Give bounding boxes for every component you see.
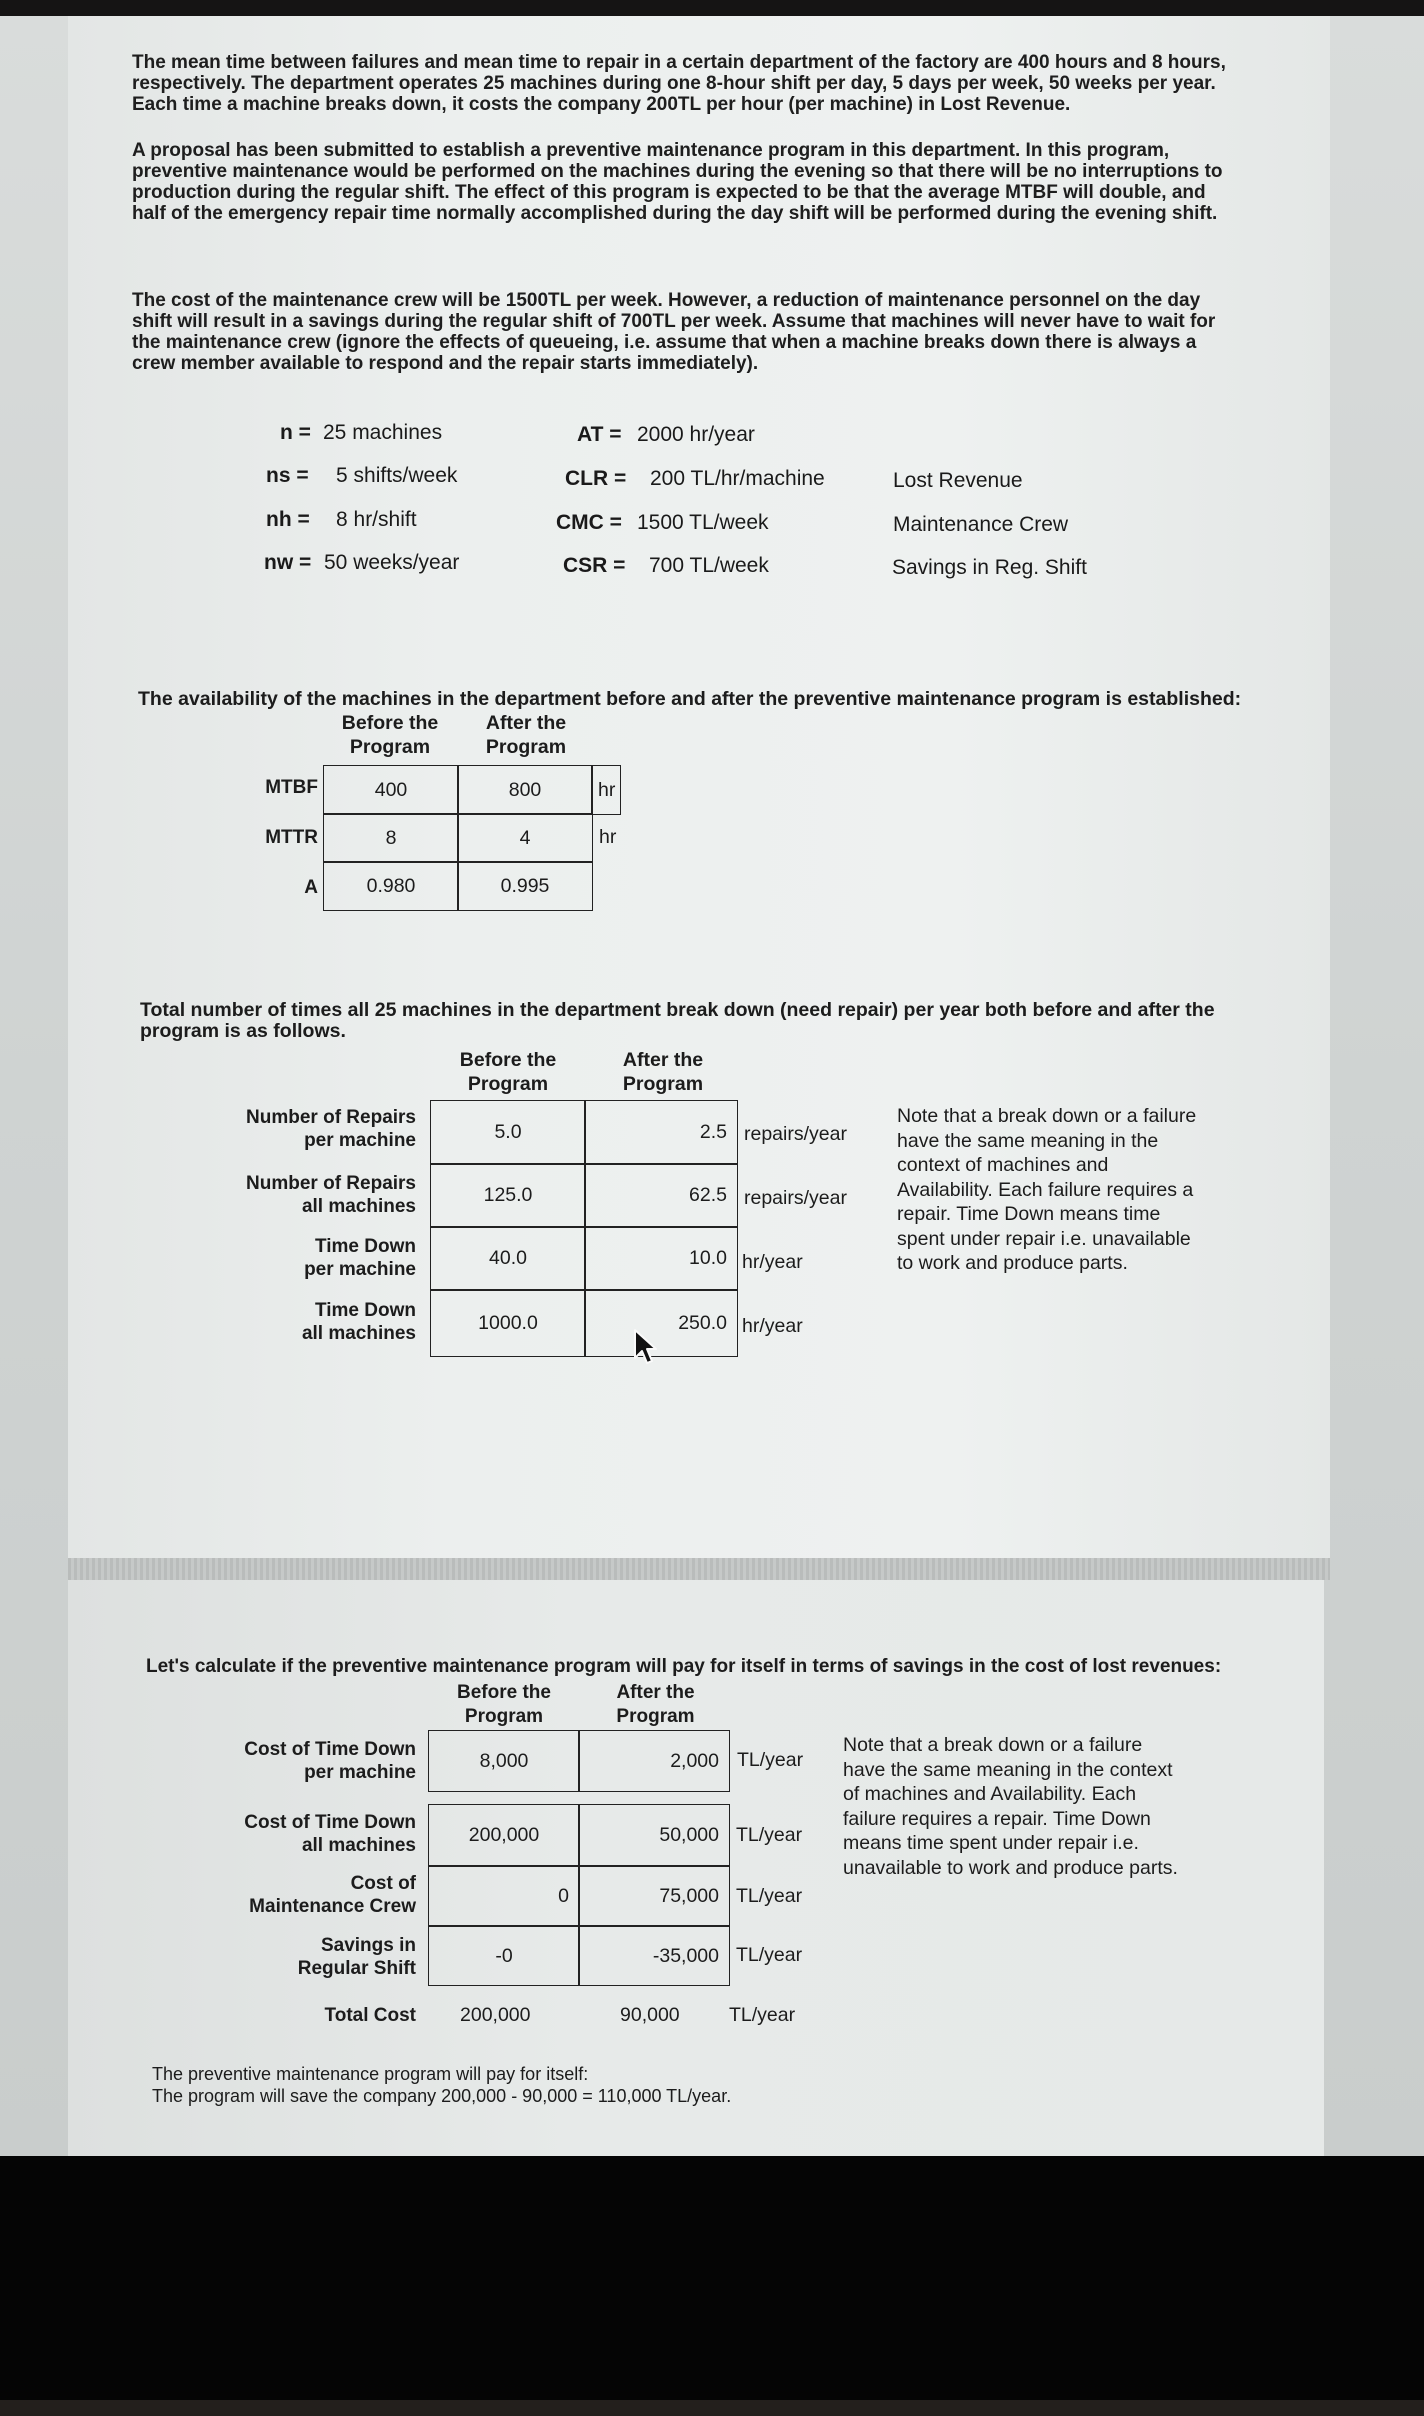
mouse-cursor-icon [633,1328,659,1366]
header-line: Before the [459,1049,557,1071]
row-label-line: Maintenance Crew [249,1896,416,1917]
given-label: CLR = [565,467,627,490]
repairs-row-label [200,1106,416,1152]
header-line: Before the [457,1682,551,1703]
header-line: Program [622,1073,704,1095]
repairs-intro: Total number of times all 25 machines in the department break down (need repair) per year both before and after the program is as follows. [140,999,1215,1042]
costs-row-label [200,1872,416,1918]
availability-row-label: MTBF [265,777,318,798]
problem-paragraph-2: A proposal has been submitted to establish a preventive maintenance program in this department. In this program, preventive maintenance would be performed on the machines during the evening so that there will be no interruptions to production during the regular shift. The effect of this program is expected to be that the average MTBF will double, and half of the emergency repair time normally accomplished during the day shift will be performed during the evening shift. [132,140,1223,224]
availability-row-label: MTTR [265,827,318,848]
given-value: 50 weeks/year [324,551,460,574]
header-line: Program [349,736,431,758]
header-line: Program [485,736,567,758]
row-label-line: Time Down [315,1236,416,1257]
row-label-line: all machines [301,1323,416,1344]
row-label-line: Cost of Time Down [244,1739,416,1760]
availability-cell: 4 [457,813,593,863]
top-bezel [0,0,1424,16]
header-line: After the [622,1049,704,1071]
row-label-line: per machine [304,1762,416,1783]
given-label: ns = [266,464,309,487]
given-label: nw = [264,551,312,574]
repairs-cell: 10.0 [584,1226,738,1291]
costs-cell: 50,000 [578,1804,730,1866]
repairs-row-label [200,1299,416,1345]
given-label: CSR = [563,554,626,577]
header-line: Program [616,1706,695,1727]
given-label: n = [280,421,311,444]
given-value: 8 hr/shift [336,508,417,531]
repairs-unit: repairs/year [744,1187,847,1209]
total-cost-unit: TL/year [729,2004,796,2026]
row-label-line: per machine [304,1259,416,1280]
conclusion-line-1: The preventive maintenance program will pay for itself: [152,2064,589,2084]
given-note: Savings in Reg. Shift [892,556,1087,579]
repairs-cell: 62.5 [584,1163,738,1228]
costs-cell: -35,000 [578,1926,730,1986]
availability-unit-cell: hr [591,765,621,815]
costs-unit: TL/year [736,1944,803,1966]
total-cost-after: 90,000 [620,2004,680,2026]
availability-unit: hr [599,826,617,848]
given-label: AT = [577,423,622,446]
costs-cell: 8,000 [428,1730,580,1792]
given-value: 700 TL/week [649,554,769,577]
given-note: Maintenance Crew [893,513,1069,536]
total-cost-before: 200,000 [460,2004,531,2026]
row-label-line: Savings in [320,1935,416,1956]
problem-paragraph-3: The cost of the maintenance crew will be 1500TL per week. However, a reduction of maintenance personnel on the day shift will result in a savings during the regular shift of 700TL per week. Assume that machines will never have to wait for the maintenance crew (ignore the effects of queueing, i.e. assume that when a machine breaks down there is always a crew member available to respond and the repair starts immediately). [132,290,1216,374]
costs-unit: TL/year [737,1749,804,1771]
repairs-cell: 2.5 [584,1100,738,1165]
availability-cell: 800 [457,765,593,815]
conclusion-line-2: The program will save the company 200,000 - 90,000 = 110,000 TL/year. [152,2086,732,2106]
repairs-cell: 5.0 [430,1100,586,1165]
header-line: Program [467,1073,549,1095]
repairs-unit: hr/year [742,1315,803,1337]
availability-cell: 400 [323,765,459,815]
costs-cell: 0 [428,1866,580,1926]
problem-paragraph-1: The mean time between failures and mean time to repair in a certain department of the factory are 400 hours and 8 hours, respectively. The department operates 25 machines during one 8-hour shift per day, 5 days per week, 50 weeks per year. Each time a machine breaks down, it costs the company 200TL per hour (per machine) in Lost Revenue. [132,52,1226,115]
given-value: 5 shifts/week [336,464,458,487]
given-note: Lost Revenue [893,469,1023,492]
bottom-strip [0,2400,1424,2416]
row-label-line: Cost of [350,1873,416,1894]
repairs-header-before [430,1048,586,1096]
repairs-cell: 250.0 [584,1289,738,1357]
row-label-line: per machine [304,1130,416,1151]
header-line: Before the [341,712,439,734]
costs-header-before [428,1681,580,1729]
costs-cell: 2,000 [578,1730,730,1792]
given-value: 200 TL/hr/machine [650,467,825,490]
availability-row-label: A [304,877,318,898]
costs-cell: 75,000 [578,1866,730,1926]
repairs-cell: 125.0 [430,1163,586,1228]
bottom-bezel [0,2156,1424,2416]
page-separator [68,1558,1330,1580]
header-line: After the [616,1682,695,1703]
availability-cell: 0.995 [457,861,593,911]
given-value: 1500 TL/week [637,511,769,534]
row-label-line: all machines [301,1835,416,1856]
header-line: After the [485,712,567,734]
row-label-line: Cost of Time Down [244,1812,416,1833]
given-label: nh = [266,508,310,531]
repairs-cell: 40.0 [430,1226,586,1291]
row-label-line: Regular Shift [297,1958,416,1979]
availability-header-after [458,711,594,759]
repairs-row-label [200,1172,416,1218]
costs-header-after [578,1681,733,1729]
repairs-unit: hr/year [742,1251,803,1273]
availability-cell: 0.980 [323,861,459,911]
repairs-unit: repairs/year [744,1123,847,1145]
costs-row-label [200,1934,416,1980]
repairs-note: Note that a break down or a failure have the same meaning in the context of machines and Availability. Each failure requires a repair. Time Down means time spent under repair i.e. unavailable to work and produce parts. [897,1105,1197,1274]
row-label-line: Number of Repairs [246,1173,416,1194]
given-value: 25 machines [323,421,443,444]
row-label-line: Time Down [315,1300,416,1321]
costs-row-label [200,1811,416,1857]
availability-header-before [320,711,460,759]
given-value: 2000 hr/year [637,423,755,446]
availability-cell: 8 [323,813,459,863]
row-label-line: Number of Repairs [246,1107,416,1128]
availability-intro: The availability of the machines in the department before and after the preventive maintenance program is established: [138,688,1242,710]
costs-cell: 200,000 [428,1804,580,1866]
repairs-header-after [585,1048,741,1096]
total-cost-label: Total Cost [324,2005,416,2026]
repairs-cell: 1000.0 [430,1289,586,1357]
row-label-line: all machines [301,1196,416,1217]
costs-unit: TL/year [736,1824,803,1846]
costs-cell: -0 [428,1926,580,1986]
header-line: Program [464,1706,544,1727]
costs-row-label [200,1738,416,1784]
repairs-row-label [200,1235,416,1281]
costs-unit: TL/year [736,1885,803,1907]
costs-intro: Let's calculate if the preventive maintenance program will pay for itself in terms of savings in the cost of lost revenues: [146,1656,1222,1677]
given-label: CMC = [556,511,622,534]
costs-note: Note that a break down or a failure have the same meaning in the context of machines and Availability. Each failure requires a repair. Time Down means time spent under repair i.e. unavailable to work and produce parts. [843,1734,1178,1879]
